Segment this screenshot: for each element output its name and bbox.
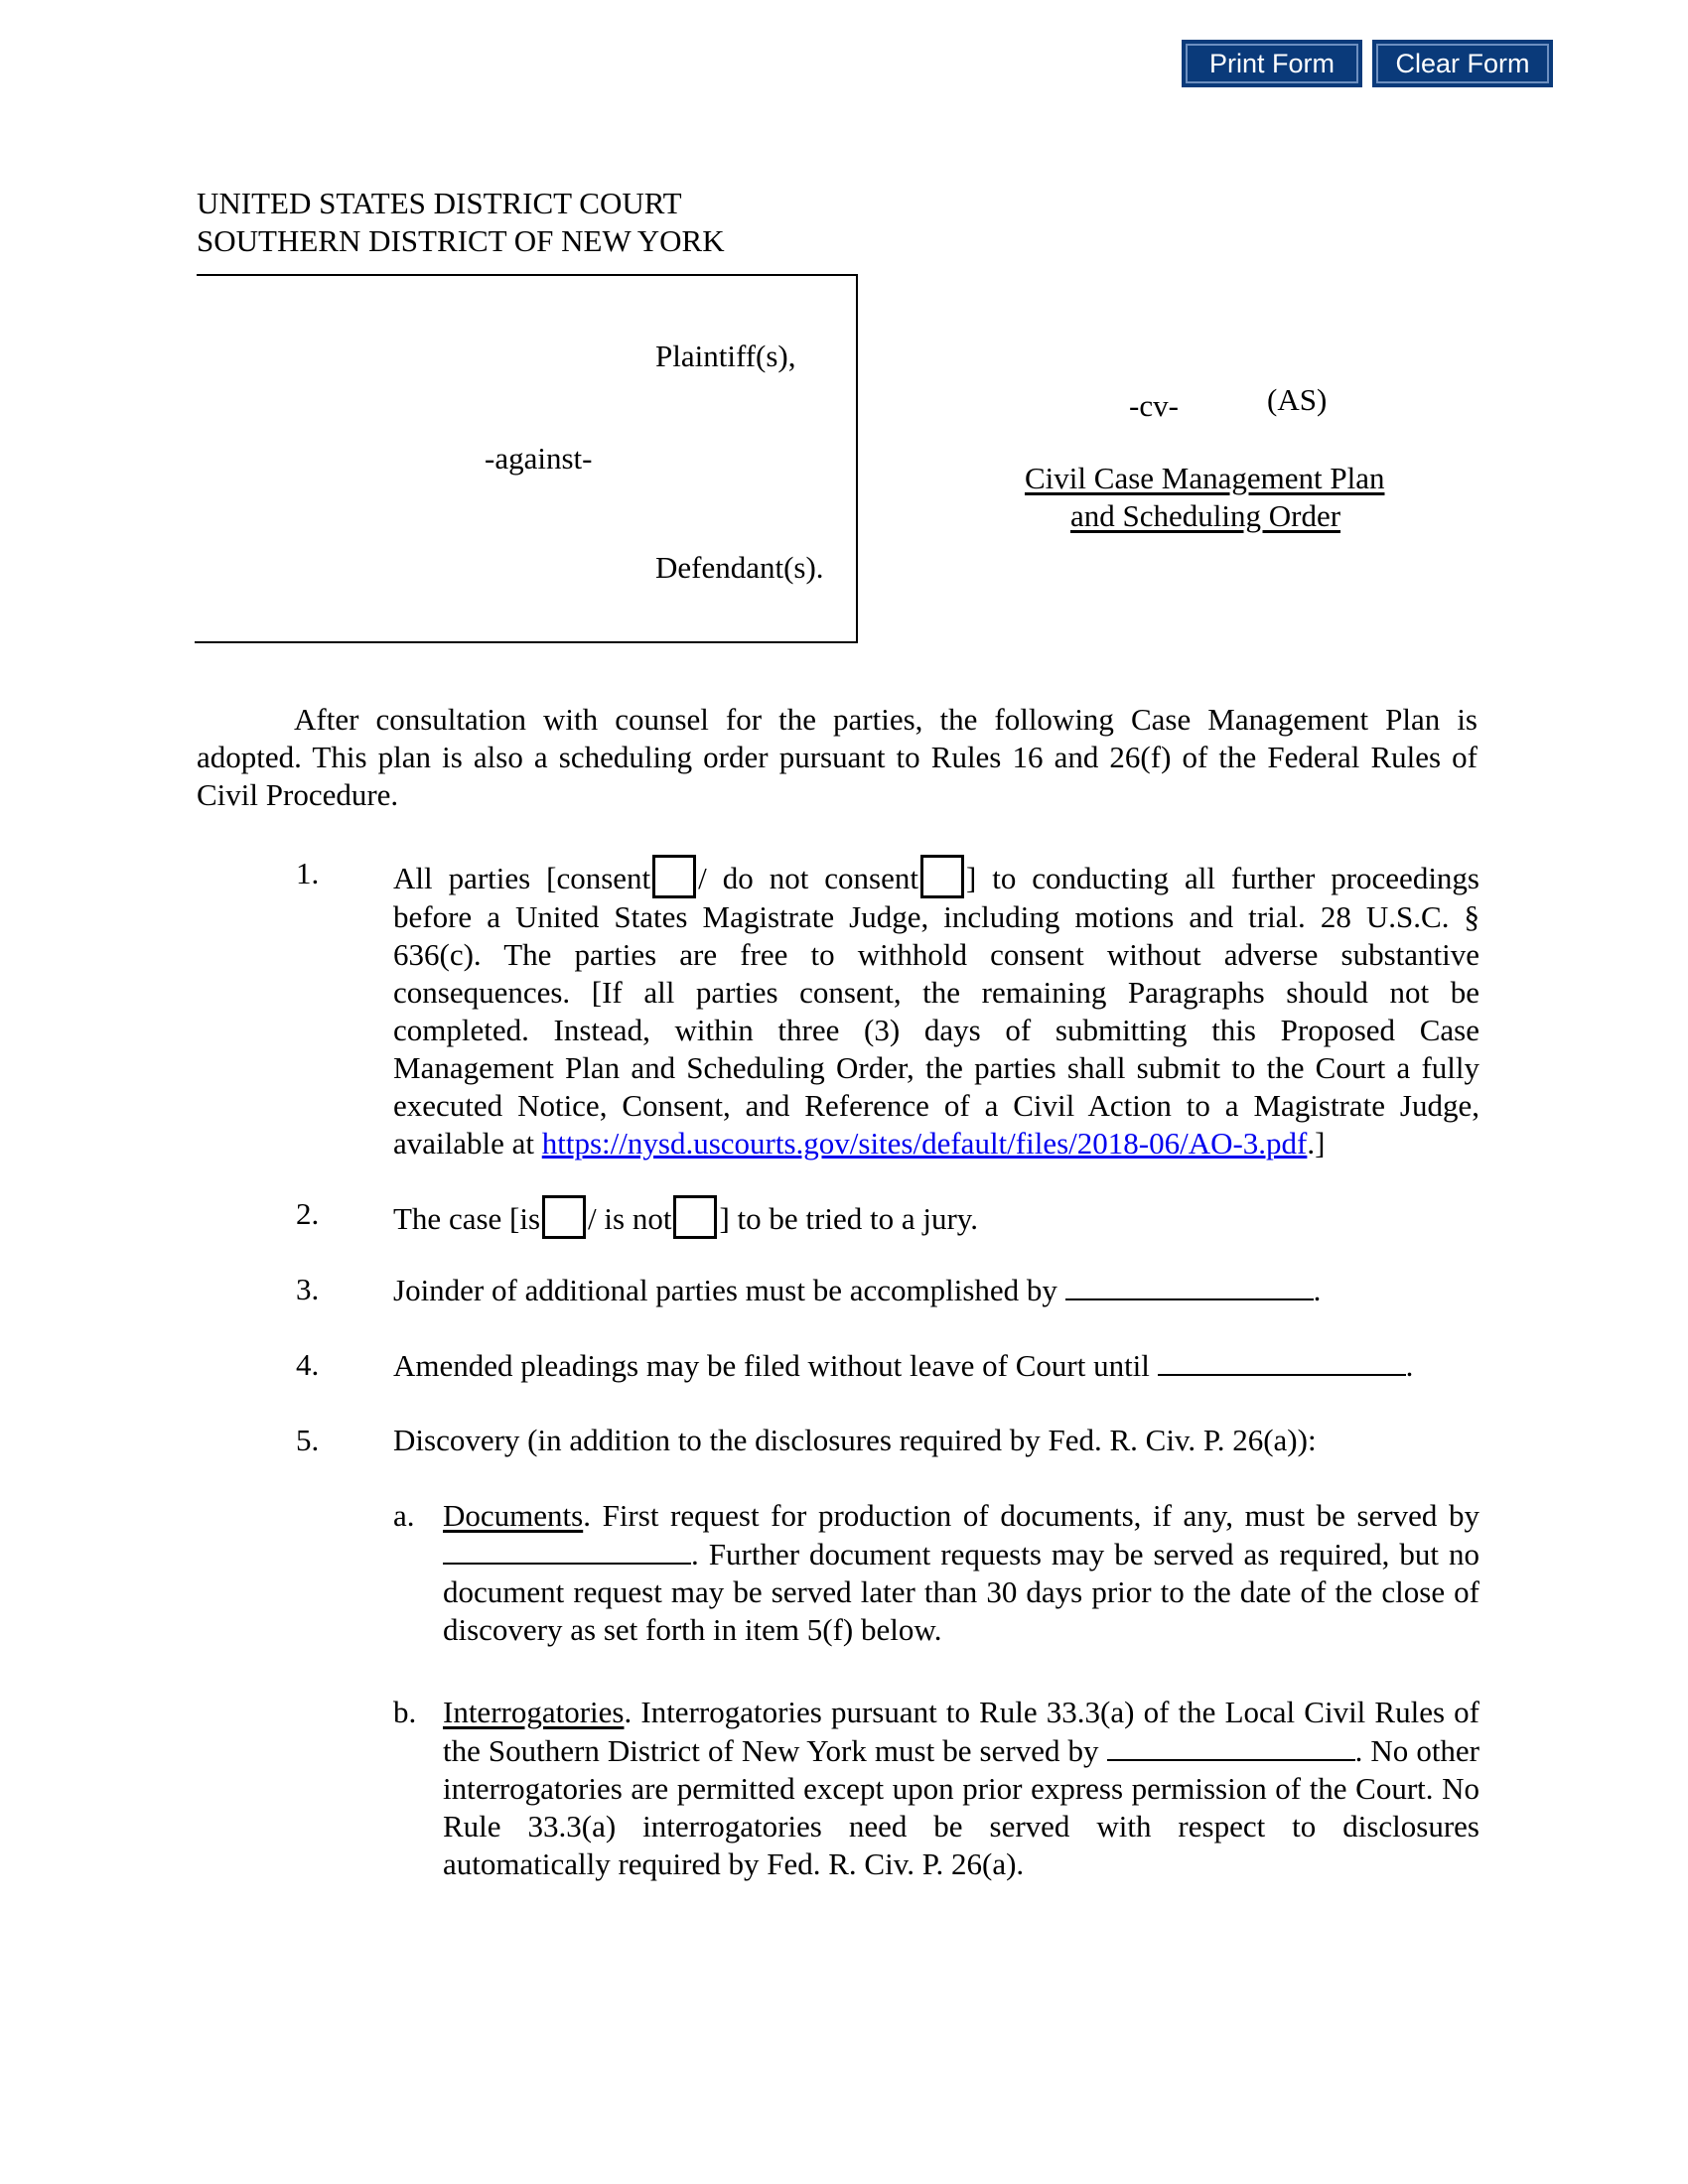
item-4-text: Amended pleadings may be filed without leave of Court until	[393, 1348, 1150, 1383]
item-1-text-a: All parties [consent	[393, 861, 651, 895]
item-2-paragraph	[393, 1195, 1479, 1239]
item-4-number: 4.	[296, 1347, 320, 1382]
item-5b-paragraph	[443, 1694, 1479, 1883]
caption-right-rule	[856, 274, 858, 643]
document-title-line1: Civil Case Management Plan	[1025, 461, 1385, 495]
item-2-text-c: ] to be tried to a jury.	[719, 1201, 979, 1236]
item-5a-paragraph	[443, 1497, 1479, 1649]
court-district: SOUTHERN DISTRICT OF NEW YORK	[197, 223, 725, 258]
print-form-button[interactable]: Print Form	[1182, 40, 1362, 87]
joinder-date-field[interactable]	[1065, 1271, 1314, 1300]
item-3-number: 3.	[296, 1272, 320, 1306]
court-name: UNITED STATES DISTRICT COURT	[197, 186, 682, 220]
item-5-number: 5.	[296, 1423, 320, 1457]
item-5a-text-post: . Further document requests may be served as required, but no document request may be served later than 30 days prior to the date of the close of discovery as set forth in item 5(f) below.	[443, 1537, 1479, 1647]
documents-date-field[interactable]	[443, 1535, 691, 1565]
item-2-text-b: / is not	[588, 1201, 672, 1236]
documents-heading: Documents	[443, 1498, 584, 1533]
item-5b-text-post: . No other interrogatories are permitted except upon prior express permission of the Court. No Rule 33.3(a) interrogatories need be served with respect to disclosures automatically required by Fed. R. Civ. P. 26(a).	[443, 1733, 1480, 1881]
item-5b-text-pre: . Interrogatories pursuant to Rule 33.3(a) of the Local Civil Rules of the Southern District of New York must be served by	[443, 1695, 1479, 1768]
interrogatories-date-field[interactable]	[1107, 1731, 1355, 1761]
item-3-end: .	[1313, 1273, 1322, 1307]
item-1-paragraph	[393, 855, 1479, 1162]
intro-paragraph: After consultation with counsel for the parties, the following Case Management Plan is adopted. This plan is also a scheduling order pursuant to Rules 16 and 26(f) of the Federal Rules of Civil Procedure.	[197, 702, 1477, 812]
jury-is-checkbox[interactable]	[542, 1195, 586, 1239]
item-1-text-d: .]	[1307, 1126, 1326, 1160]
against-label: -against-	[485, 441, 593, 476]
defendant-label: Defendant(s).	[655, 550, 824, 585]
item-3-text: Joinder of additional parties must be accomplished by	[393, 1273, 1057, 1307]
item-2-text-a: The case [is	[393, 1201, 541, 1236]
document-title-line2: and Scheduling Order	[1070, 498, 1341, 533]
item-5b-letter: b.	[393, 1695, 417, 1729]
item-1-text-c: ] to conducting all further proceedings before a United States Magistrate Judge, including motions and trial. 28 U.S.C. § 636(c). The parties are free to withhold consent without adverse substantive consequences. [If all parties consent, the remaining Paragraphs should not be completed. Instead, within three (3) days of submitting this Proposed Case Management Plan and Scheduling Order, the parties shall submit to the Court a fully executed Notice, Consent, and Reference of a Civil Action to a Magistrate Judge, available at	[393, 861, 1479, 1160]
item-5a-letter: a.	[393, 1498, 415, 1533]
amended-pleadings-date-field[interactable]	[1158, 1346, 1406, 1376]
clear-form-button[interactable]: Clear Form	[1372, 40, 1553, 87]
item-2-number: 2.	[296, 1196, 320, 1231]
interrogatories-heading: Interrogatories	[443, 1695, 625, 1729]
item-4-end: .	[1405, 1348, 1414, 1383]
item-5a-text-pre: . First request for production of documents, if any, must be served by	[583, 1498, 1479, 1533]
ao3-form-link[interactable]: https://nysd.uscourts.gov/sites/default/files/2018-06/AO-3.pdf	[541, 1126, 1308, 1160]
do-not-consent-checkbox[interactable]	[920, 855, 964, 898]
item-1-number: 1.	[296, 856, 320, 890]
item-3-paragraph	[393, 1271, 1479, 1309]
case-judge-initials: (AS)	[1267, 382, 1328, 417]
item-4-paragraph	[393, 1346, 1479, 1385]
item-1-text-b: / do not consent	[698, 861, 918, 895]
case-cv-label: -cv-	[1129, 388, 1179, 423]
caption-bottom-rule	[195, 641, 858, 643]
item-5-paragraph: Discovery (in addition to the disclosures required by Fed. R. Civ. P. 26(a)):	[393, 1423, 1317, 1457]
caption-top-rule	[197, 274, 858, 276]
consent-checkbox[interactable]	[652, 855, 696, 898]
jury-is-not-checkbox[interactable]	[673, 1195, 717, 1239]
plaintiff-label: Plaintiff(s),	[655, 339, 796, 373]
